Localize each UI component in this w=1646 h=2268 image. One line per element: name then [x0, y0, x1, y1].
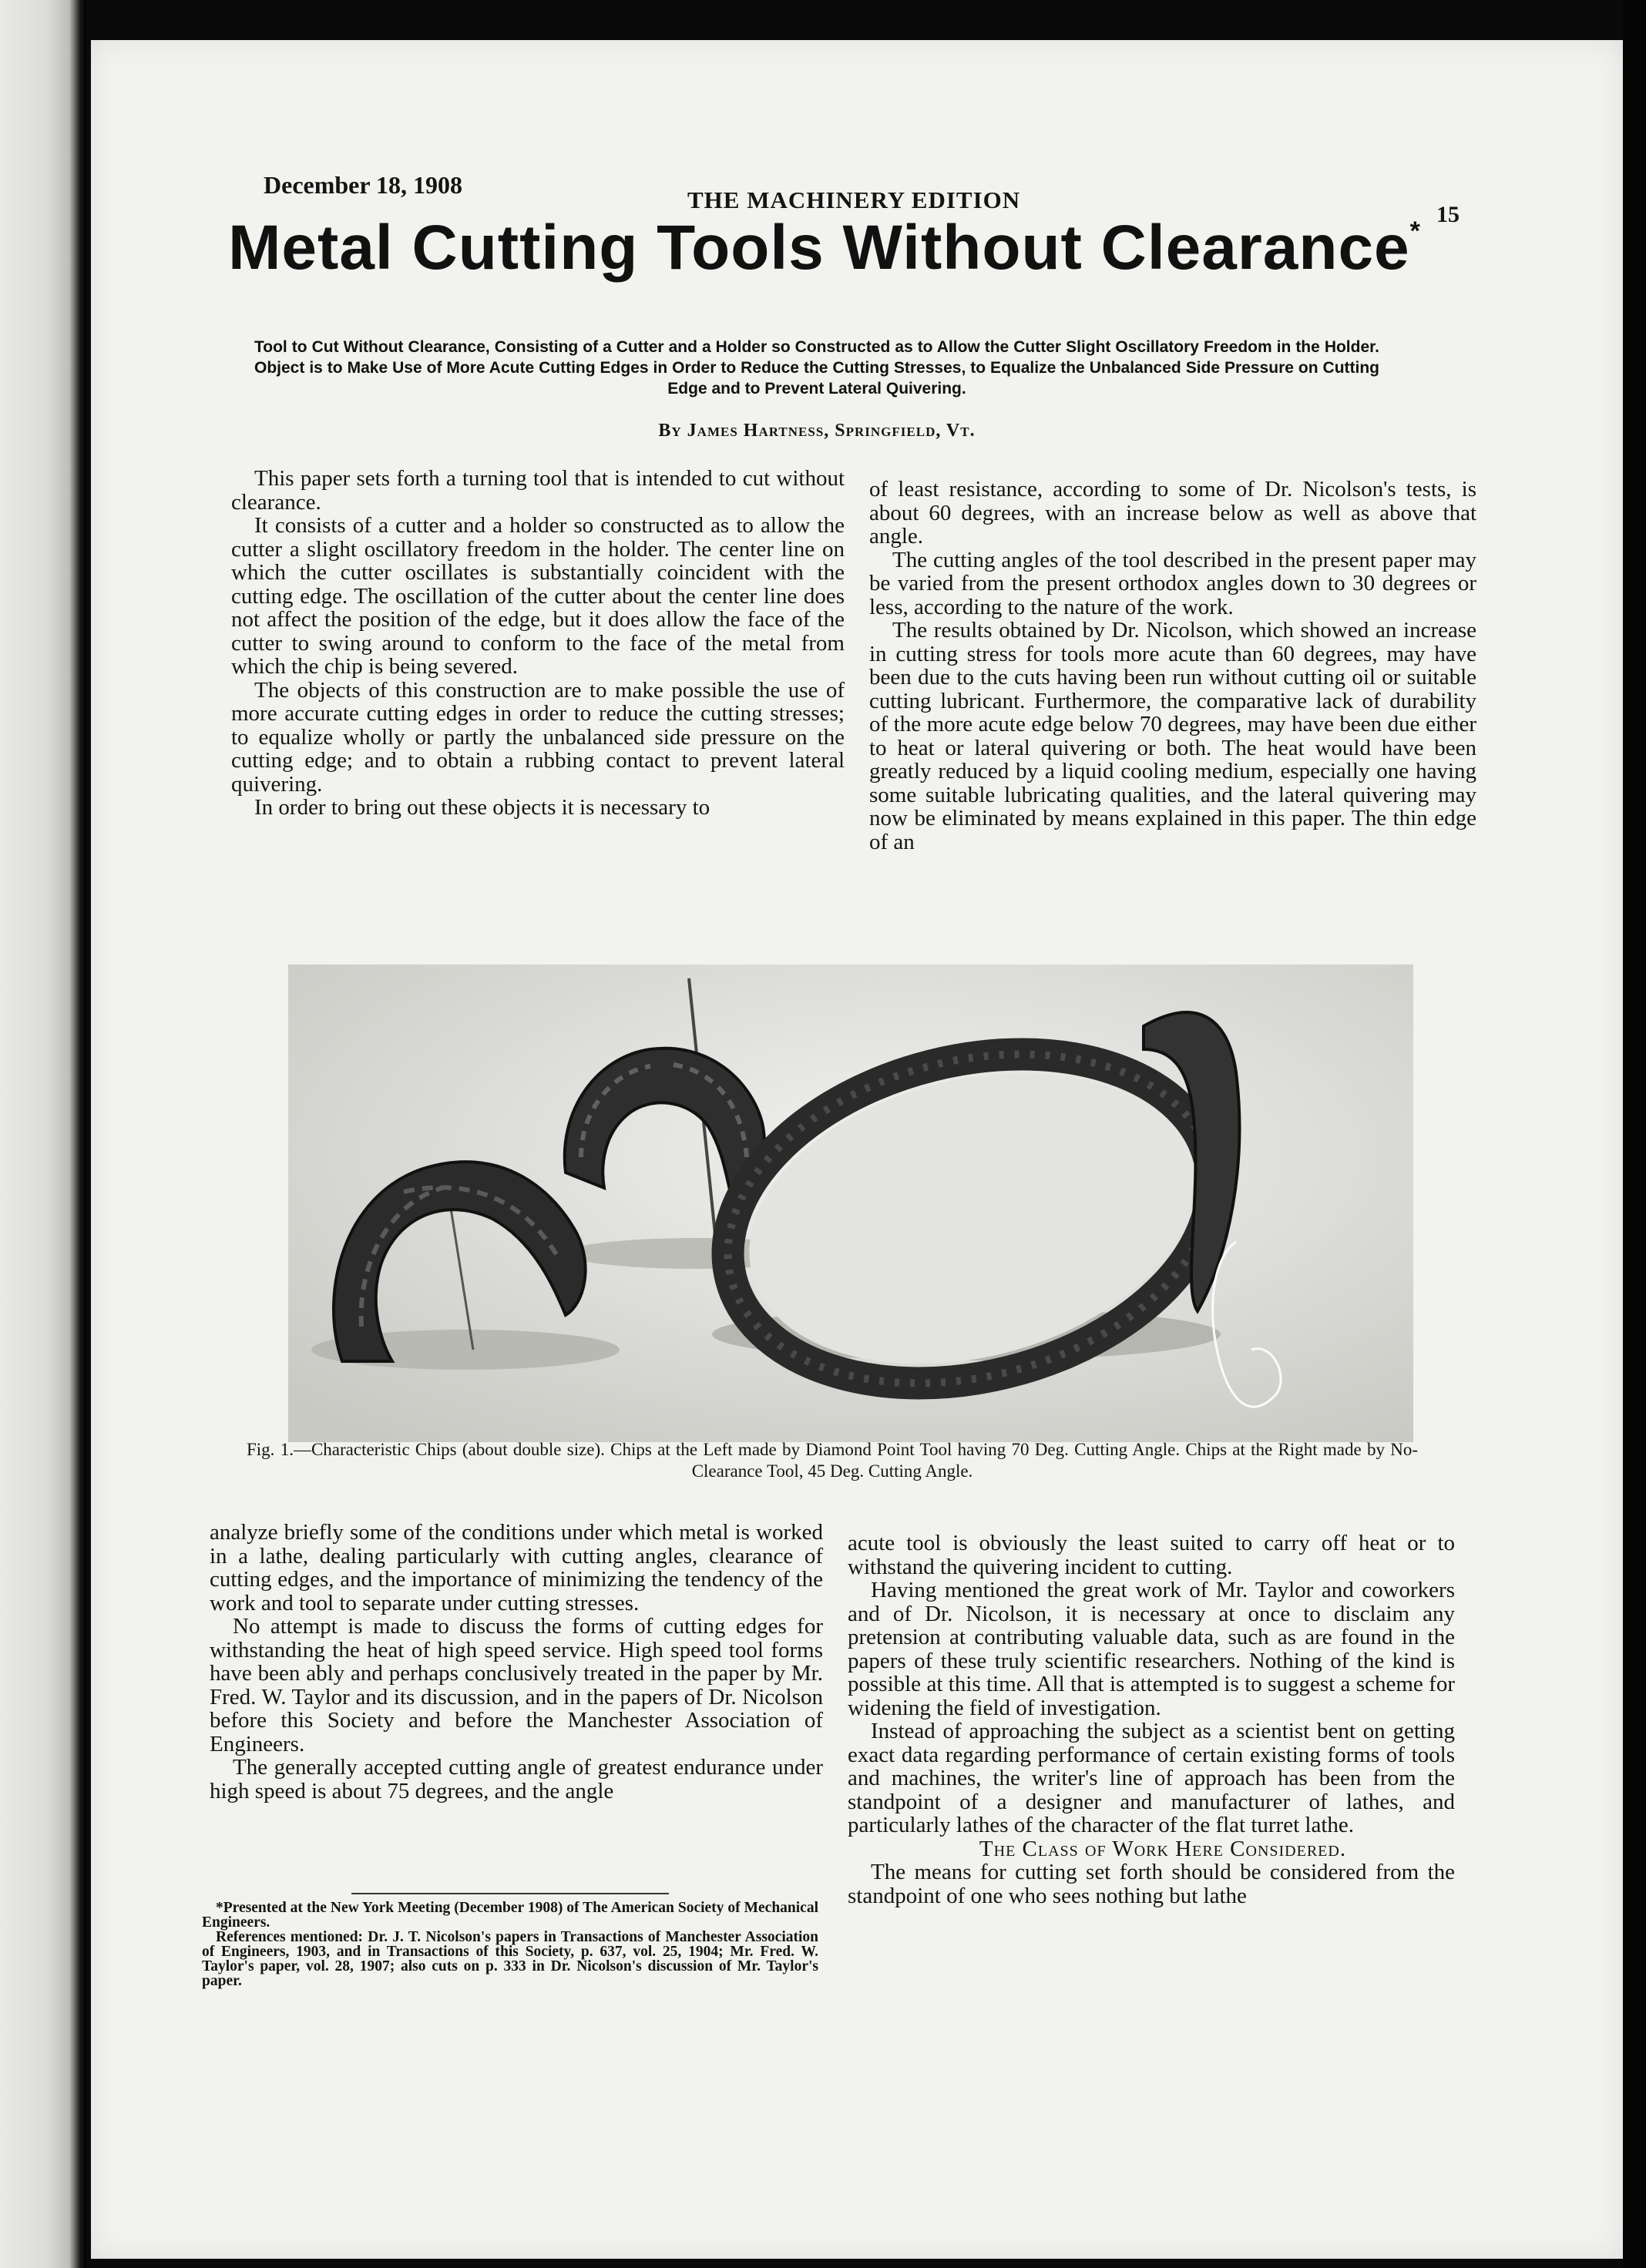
column-upper-left — [231, 467, 845, 820]
footnote-rule — [351, 1893, 669, 1894]
binding-gutter — [0, 0, 86, 2268]
article-byline: By James Hartness, Springfield, Vt. — [658, 421, 976, 441]
column-lower-left — [210, 1521, 823, 1803]
paragraph: acute tool is obviously the least suited to carry off heat or to withstand the quivering incident to cutting. — [848, 1531, 1455, 1579]
title-footnote-mark: * — [1409, 216, 1421, 246]
paragraph: No attempt is made to discuss the forms of cutting edges for withstanding the heat of high speed service. High speed tool forms have been ably and perhaps conclusively treated in the paper by Mr. Fred. W. Taylor and its discussion, and in the papers of Dr. Nicolson before this Society and before the Manchester Association of Engineers. — [210, 1614, 823, 1756]
section-heading: The Class of Work Here Considered. — [979, 1836, 1347, 1861]
paragraph: The generally accepted cutting angle of greatest endurance under high speed is about 75 degrees, and the angle — [210, 1755, 823, 1803]
paragraph: The cutting angles of the tool described in the present paper may be varied from the present orthodox angles down to 30 degrees or less, according to the nature of the work. — [869, 547, 1476, 619]
article-title — [146, 212, 1503, 284]
figure-photo — [288, 965, 1413, 1442]
paragraph: In order to bring out these objects it is necessary to — [254, 795, 710, 820]
scan-edge — [1623, 0, 1646, 2268]
paragraph: analyze briefly some of the conditions under which metal is worked in a lathe, dealing particularly with cutting angles, clearance of cutting edges, and the importance of minimizing the tendency of the work and tool to separate under cutting stresses. — [210, 1520, 823, 1615]
header-date: December 18, 1908 — [264, 171, 462, 199]
paragraph: of least resistance, according to some of Dr. Nicolson's tests, is about 60 degrees, with an increase below as well as above that angle. — [869, 477, 1476, 549]
paragraph: This paper sets forth a turning tool that is intended to cut without clearance. — [231, 466, 845, 515]
paragraph: Having mentioned the great work of Mr. Taylor and coworkers and of Dr. Nicolson, it is necessary at once to disclaim any pretension at contributing valuable data, such as are found in the papers of these truly scientific researchers. Nothing of the kind is possible at this time. All that is attempted is to suggest a scheme for widening the field of investigation. — [848, 1578, 1455, 1720]
column-lower-right — [848, 1532, 1455, 1907]
paragraph: The objects of this construction are to make possible the use of more accurate cutting edges in order to reduce the cutting stresses; to equalize wholly or partly the unbalanced side pressure on the cutting edge; and to obtain a rubbing contact to prevent lateral quivering. — [231, 677, 845, 797]
paragraph: It consists of a cutter and a holder so constructed as to allow the cutter a slight oscillatory freedom in the holder. The center line on which the cutter oscillates is substantially coincident with the cutting edge. The oscillation of the cutter about the center line does not affect the position of the edge, but it does allow the face of the cutter to swing around to conform to the face of the metal from which the chip is being severed. — [231, 513, 845, 679]
paragraph: Instead of approaching the subject as a scientist bent on getting exact data regarding performance of certain existing forms of tools and machines, the writer's line of approach has been from the standpoint of a designer and manufacturer of lathes, and particularly lathes of the character of the flat turret lathe. — [848, 1719, 1455, 1837]
footnote: *Presented at the New York Meeting (December 1908) of The American Society of Mechanical Engineers. — [202, 1900, 818, 1931]
column-upper-right — [869, 478, 1476, 854]
title-text: Metal Cutting Tools Without Clearance — [228, 213, 1410, 283]
article-subtitle: Tool to Cut Without Clearance, Consisting of a Cutter and a Holder so Constructed as to Allow the Cutter Slight Oscillatory Freedom in the Holder. Object is to Make Use of More Acute Cutting Edges in Order to Reduce the Cutting Stresses, to Equalize the Unbalanced Side Pressure on Cutting Edge and to Prevent Lateral Quivering. — [254, 338, 1379, 398]
footnotes — [202, 1893, 818, 1988]
header-page-number: 15 — [1436, 202, 1460, 227]
header-edition: THE MACHINERY EDITION — [687, 186, 1021, 213]
paragraph: The means for cutting set forth should be considered from the standpoint of one who sees nothing but lathe — [848, 1860, 1455, 1908]
figure-caption: Fig. 1.—Characteristic Chips (about double size). Chips at the Left made by Diamond Point Tool having 70 Deg. Cutting Angle. Chips at the Right made by No-Clearance Tool, 45 Deg. Cutting Angle. — [247, 1440, 1418, 1481]
footnote: References mentioned: Dr. J. T. Nicolson's papers in Transactions of Manchester Association of Engineers, 1903, and in Transactions of this Society, p. 637, vol. 25, 1904; Mr. Fred. W. Taylor's paper, vol. 28, 1907; also cuts on p. 333 in Dr. Nicolson's discussion of Mr. Taylor's paper. — [202, 1929, 818, 1989]
metal-chips-illustration — [288, 965, 1413, 1442]
paragraph: The results obtained by Dr. Nicolson, which showed an increase in cutting stress for tools more acute than 60 degrees, may have been due to the cuts having been run without cutting oil or suitable cutting lubricant. Furthermore, the comparative lack of durability of the more acute edge below 70 degrees, may have been due either to heat or lateral quivering or both. The heat would have been greatly reduced by a liquid cooling medium, especially one having some suitable lubricating qualities, and the lateral quivering may now be eliminated by means explained in this paper. The thin edge of an — [869, 618, 1476, 854]
